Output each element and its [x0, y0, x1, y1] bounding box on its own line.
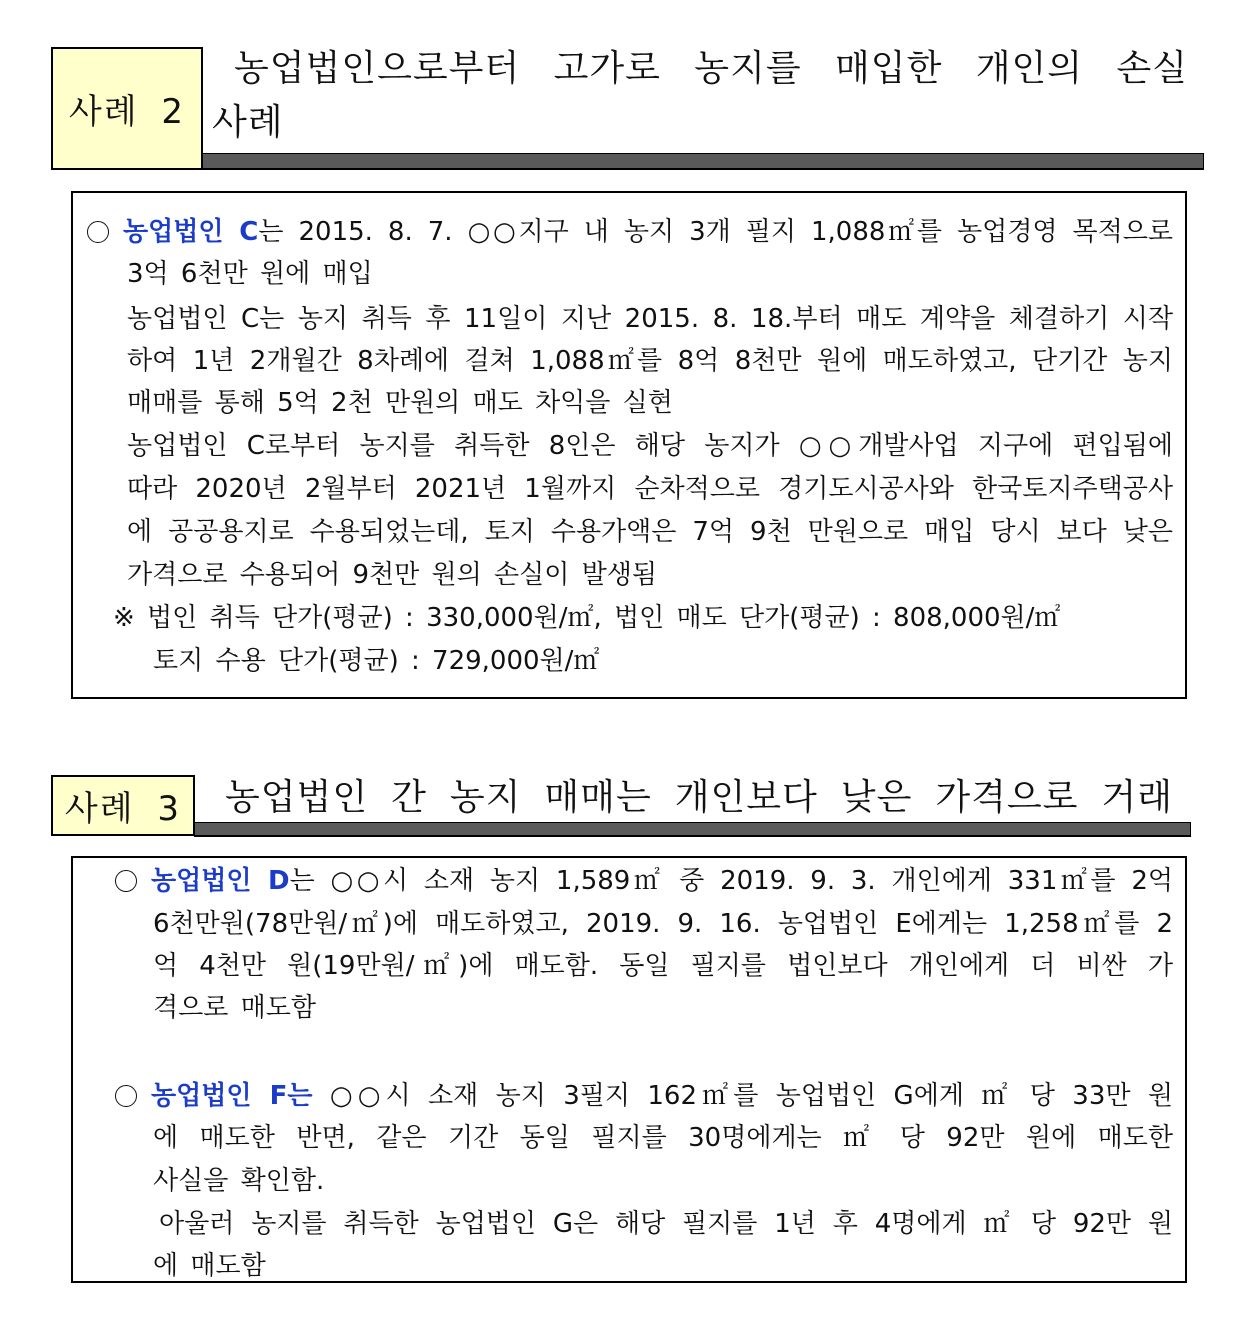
case2-p3-line1: 농업법인 C로부터 농지를 취득한 8인은 해당 농지가 ○○개발사업 지구에 편입됨에	[127, 431, 1173, 461]
case3-p1-line4: 격으로 매도함	[153, 993, 316, 1023]
case2-p2-line2: 하여 1년 2개월간 8차례에 걸쳐 1,088㎡를 8억 8천만 원에 매도하였고, 단기간 농지	[127, 346, 1173, 376]
circle-bullet-icon	[115, 870, 137, 892]
case3-title	[225, 771, 1173, 825]
case3-paragraph-1	[115, 865, 1173, 897]
case3-p1-line2: 6천만원(78만원/㎡)에 매도하였고, 2019. 9. 16. 농업법인 E에게는 1,258㎡를 2	[153, 909, 1173, 939]
case2-title-line1: 농업법인으로부터 고가로 농지를 매입한 개인의 손실	[234, 48, 1188, 89]
case3-corp-d-name: 농업법인 D	[151, 866, 290, 896]
case2-p3-line2: 따라 2020년 2월부터 2021년 1월까지 순차적으로 경기도시공사와 한국토지주택공사	[127, 474, 1173, 504]
circle-bullet-icon	[115, 1085, 137, 1107]
case3-title-text: 농업법인 간 농지 매매는 개인보다 낮은 가격으로 거래	[225, 777, 1173, 818]
case3-p3-line2: 에 매도함	[153, 1251, 266, 1281]
case2-label: 사례 2	[51, 47, 203, 170]
case2-note-line1: ※ 법인 취득 단가(평균) : 330,000원/㎡, 법인 매도 단가(평균) : 808,000원/㎡	[113, 603, 1061, 633]
case3-body	[71, 856, 1187, 1283]
case2-p2-line3: 매매를 통해 5억 2천 만원의 매도 차익을 실현	[127, 388, 673, 418]
case3-p1-line3: 억 4천만 원(19만원/㎡)에 매도함. 동일 필지를 법인보다 개인에게 더 비싼 가	[153, 951, 1173, 981]
case2-corp-name: 농업법인 C	[123, 217, 259, 247]
case2-p2-line1: 농업법인 C는 농지 취득 후 11일이 지난 2015. 8. 18.부터 매도 계약을 체결하기 시작	[127, 304, 1173, 334]
case3-p2-line2: 에 매도한 반면, 같은 기간 동일 필지를 30명에게는 ㎡ 당 92만 원에 매도한	[153, 1123, 1173, 1153]
case2-paragraph-1	[87, 216, 1173, 248]
case2-title-bar	[200, 153, 1204, 169]
case3-p2-line3: 사실을 확인함.	[153, 1166, 325, 1196]
case3-p1-line1: 는 ○○시 소재 농지 1,589㎡ 중 2019. 9. 3. 개인에게 331㎡를 2억	[289, 866, 1173, 896]
circle-bullet-icon	[87, 221, 109, 243]
case2-p1-line2: 3억 6천만 원에 매입	[127, 259, 373, 289]
case2-p3-line4: 가격으로 수용되어 9천만 원의 손실이 발생됨	[127, 560, 657, 590]
case3-label: 사례 3	[51, 775, 195, 836]
case2-note-line2: 토지 수용 단가(평균) : 729,000원/㎡	[153, 646, 600, 676]
case2-title-line2: 사례	[212, 102, 284, 143]
case3-corp-f-name: 농업법인 F는	[151, 1081, 313, 1111]
case3-paragraph-2	[115, 1080, 1173, 1112]
case2-p3-line3: 에 공공용지로 수용되었는데, 토지 수용가액은 7억 9천 만원으로 매입 당시 보다 낮은	[127, 517, 1173, 547]
case3-p2-line1: ○○시 소재 농지 3필지 162㎡를 농업법인 G에게 ㎡ 당 33만 원	[312, 1081, 1173, 1111]
case3-p3-line1: 아울러 농지를 취득한 농업법인 G은 해당 필지를 1년 후 4명에게 ㎡ 당 92만 원	[159, 1209, 1173, 1239]
case2-p1-line1: 는 2015. 8. 7. ○○지구 내 농지 3개 필지 1,088㎡를 농업경영 목적으로	[258, 217, 1173, 247]
case2-title	[212, 42, 1188, 150]
case2-body	[71, 191, 1187, 699]
